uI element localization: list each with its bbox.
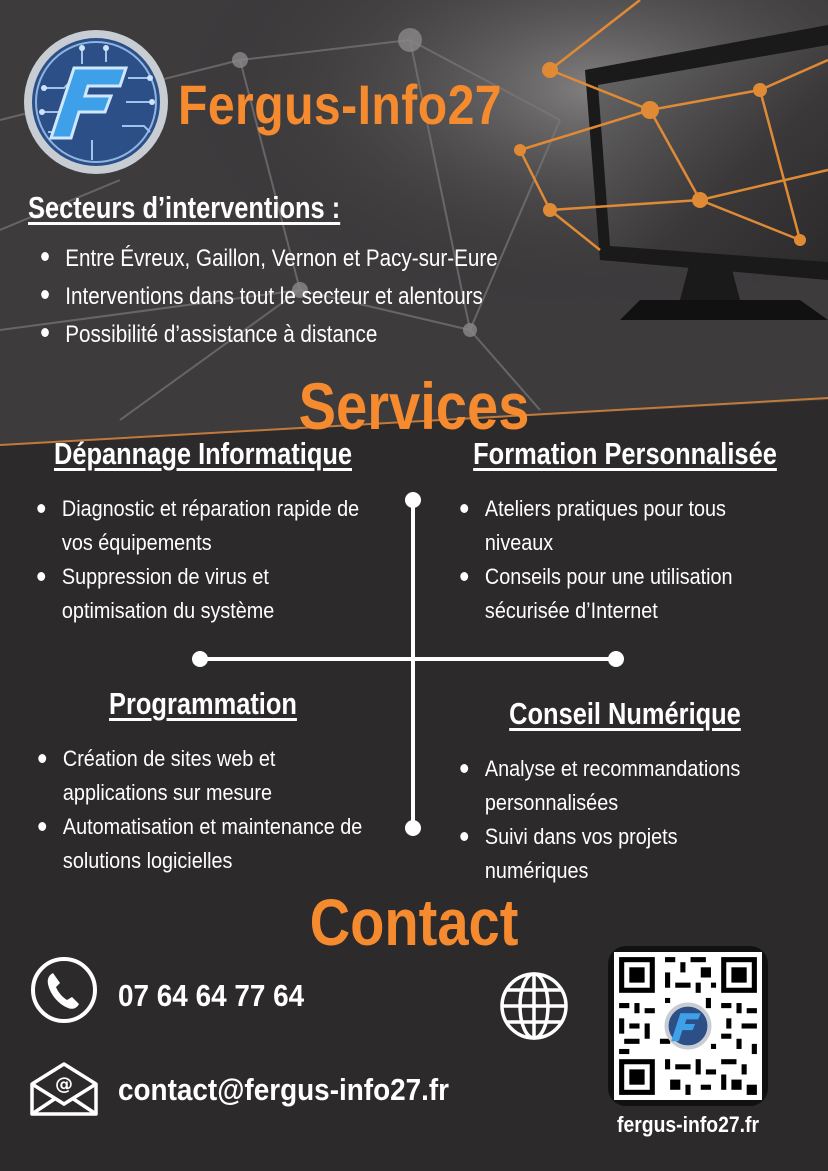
service-list-depannage xyxy=(32,492,375,628)
contact-title: Contact xyxy=(309,885,519,959)
list-item: Entre Évreux, Gaillon, Vernon et Pacy-sur-Eure xyxy=(36,240,498,278)
email-address[interactable]: contact@fergus-info27.fr xyxy=(118,1072,450,1107)
email-envelope-icon xyxy=(28,1060,100,1123)
services-title: Services xyxy=(298,369,530,443)
list-item: Conseils pour une utilisation sécurisée d’Internet xyxy=(455,560,754,628)
service-list-programmation xyxy=(33,742,376,878)
sectors-title: Secteurs d’interventions : xyxy=(28,190,341,225)
service-title-conseil: Conseil Numérique xyxy=(509,696,741,731)
list-item: Ateliers pratiques pour tous niveaux xyxy=(455,492,754,560)
list-item: Possibilité d’assistance à distance xyxy=(36,316,498,354)
list-item: Interventions dans tout le secteur et alentours xyxy=(36,278,498,316)
list-item: Automatisation et maintenance de solutions logicielles xyxy=(33,810,376,878)
brand-logo xyxy=(22,28,170,176)
phone-number[interactable]: 07 64 64 77 64 xyxy=(118,978,305,1013)
phone-icon xyxy=(30,956,98,1029)
service-list-formation xyxy=(455,492,754,628)
service-title-depannage: Dépannage Informatique xyxy=(53,436,353,471)
list-item: Suppression de virus et optimisation du système xyxy=(32,560,375,628)
svg-text:@: @ xyxy=(55,1074,73,1095)
website-url[interactable]: fergus-info27.fr xyxy=(616,1112,759,1137)
list-item: Analyse et recommandations personnalisées xyxy=(455,752,772,820)
qr-code-icon[interactable] xyxy=(608,946,768,1106)
list-item: Suivi dans vos projets numériques xyxy=(455,820,772,888)
circuit-f-logo-icon xyxy=(22,28,170,176)
globe-icon[interactable] xyxy=(498,970,570,1047)
list-item: Diagnostic et réparation rapide de vos équipements xyxy=(32,492,375,560)
service-title-formation: Formation Personnalisée xyxy=(473,436,777,471)
brand-name: Fergus-Info27 xyxy=(178,73,503,136)
list-item: Création de sites web et applications sur mesure xyxy=(33,742,376,810)
service-list-conseil xyxy=(455,752,772,888)
sectors-list xyxy=(36,240,498,354)
service-title-programmation: Programmation xyxy=(109,686,297,721)
